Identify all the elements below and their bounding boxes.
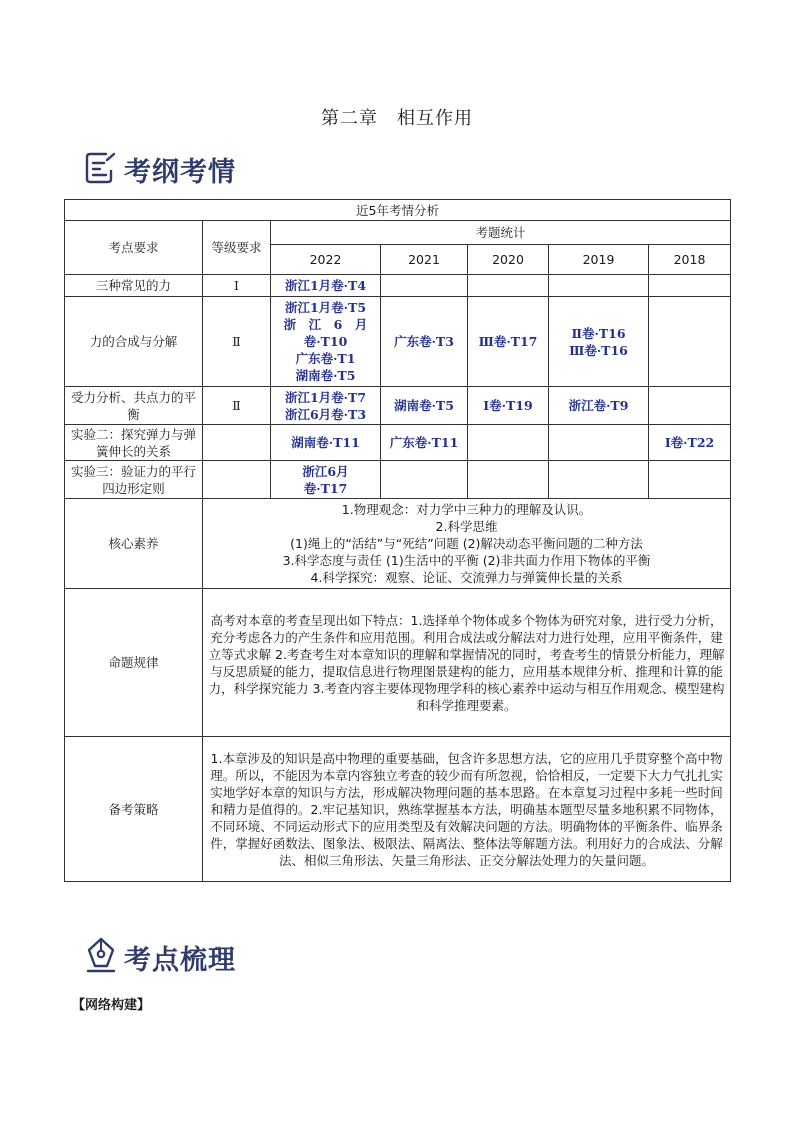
exam-ref-cell (381, 425, 468, 461)
exam-analysis-table (64, 199, 731, 882)
header-year: 2019 (549, 245, 649, 275)
exam-ref-cell (649, 297, 731, 387)
strategy-label: 备考策略 (65, 737, 203, 882)
exam-ref-cell (649, 275, 731, 297)
exam-ref-cell (468, 461, 549, 499)
exam-ref-cell (649, 387, 731, 425)
exam-ref-cell (381, 461, 468, 499)
core-line: 4.科学探究：观察、论证、交流弹力与弹簧伸长量的关系 (310, 570, 623, 585)
table-row (65, 297, 731, 387)
rule-content: 高考对本章的考查呈现出如下特点：1.选择单个物体或多个物体为研究对象，进行受力分析，充分考虑各力的产生条件和应用范围。利用合成法或分解法对力进行处理，应用平衡条件，建立等式求解 2.考查考生对本章知识的理解和掌握情况的同时，考查考生的情景分析能力，理解与反思质疑的能力，提取信息进行物理图景建构的能力，应用基本规律分析、推理和计算的能力，科学探究能力 3.考查内容主要体现物理学科的核心素养中运动与相互作用观念、模型建构和科学推理要素。 (203, 589, 731, 737)
header-requirement: 考点要求 (65, 221, 203, 275)
exam-ref: 浙江6月 (302, 463, 349, 479)
exam-ref-cell (649, 461, 731, 499)
exam-ref-cell (468, 387, 549, 425)
exam-ref-cell (468, 425, 549, 461)
exam-ref: Ⅱ卷·T16 (571, 325, 626, 341)
section-heading-syllabus (84, 150, 236, 189)
level-cell: Ⅱ (203, 387, 271, 425)
exam-ref: 浙江1月卷·T5 (284, 300, 367, 315)
exam-ref-cell (271, 387, 381, 425)
exam-ref: Ⅲ卷·T17 (478, 334, 538, 349)
exam-ref-cell (549, 461, 649, 499)
topic-cell: 实验三：验证力的平行四边形定则 (65, 461, 203, 499)
header-year: 2021 (381, 245, 468, 275)
strategy-content: 1.本章涉及的知识是高中物理的重要基础，包含许多思想方法，它的应用几乎贯穿整个高中物理。所以，不能因为本章内容独立考查的较少而有所忽视，恰恰相反，一定要下大力气扎扎实实地学好本章的知识与方法，形成解决物理问题的基本思路。在本章复习过程中多耗一些时间和精力是值得的。2.牢记基知识，熟练掌握基本方法，明确基本题型尽量多地积累不同物体，不同环境、不同运动形式下的应用类型及有效解决问题的方法。明确物体的平衡条件、临界条件，掌握好函数法、图象法、极限法、隔离法、整体法等解题方法。利用好力的合成法、分解法、相似三角形法、矢量三角形法、正交分解法处理力的矢量问题。 (203, 737, 731, 882)
exam-ref: Ⅰ卷·T22 (664, 435, 715, 450)
level-cell: Ⅱ (203, 297, 271, 387)
exam-ref: Ⅰ卷·T19 (483, 398, 533, 413)
level-cell: Ⅰ (203, 275, 271, 297)
exam-ref-cell (271, 425, 381, 461)
chapter-title: 第二章 相互作用 (321, 108, 473, 129)
section-heading-points (84, 936, 236, 978)
pen-nib-icon (84, 936, 118, 978)
rule-label: 命题规律 (65, 589, 203, 737)
exam-ref: 广东卷·T1 (295, 351, 356, 366)
core-label: 核心素养 (65, 499, 203, 589)
table-caption: 近5年考情分析 (65, 200, 731, 221)
exam-ref: 浙江1月卷·T7 (284, 389, 367, 405)
core-line: (1)绳上的“活结”与“死结”问题 (2)解决动态平衡问题的二种方法 (290, 536, 643, 551)
header-stats: 考题统计 (271, 221, 731, 245)
header-year: 2020 (468, 245, 549, 275)
exam-ref-cell (381, 297, 468, 387)
exam-ref-cell (549, 425, 649, 461)
table-row (65, 387, 731, 425)
exam-ref: 浙江6月卷·T3 (284, 406, 367, 422)
exam-ref-cell (271, 275, 381, 297)
exam-ref-cell (271, 297, 381, 387)
table-row (65, 461, 731, 499)
topic-cell: 实验二：探究弹力与弹簧伸长的关系 (65, 425, 203, 461)
table-row (65, 425, 731, 461)
header-level: 等级要求 (203, 221, 271, 275)
core-content (203, 499, 731, 589)
network-label: 【网络构建】 (72, 998, 151, 1013)
level-cell (203, 425, 271, 461)
table-row (65, 275, 731, 297)
core-line: 2.科学思维 (435, 519, 498, 534)
exam-ref: 湖南卷·T11 (291, 435, 360, 450)
level-cell (203, 461, 271, 499)
exam-ref: 卷·T10 (303, 334, 348, 349)
exam-ref: 湖南卷·T5 (295, 368, 356, 383)
section-heading-label: 考点梳理 (124, 944, 236, 976)
exam-ref-cell (549, 275, 649, 297)
exam-ref-cell (468, 275, 549, 297)
exam-ref: 浙 江 6 月 (283, 317, 368, 332)
exam-ref: 广东卷·T11 (389, 435, 459, 450)
exam-ref-cell (549, 387, 649, 425)
header-year: 2022 (271, 245, 381, 275)
topic-cell: 三种常见的力 (65, 275, 203, 297)
section-heading-label: 考纲考情 (124, 157, 236, 188)
core-line: 1.物理观念：对力学中三种力的理解及认识。 (341, 502, 592, 517)
exam-ref: 湖南卷·T5 (394, 398, 454, 413)
exam-ref: 浙江卷·T9 (568, 398, 629, 413)
core-line: 3.科学态度与责任 (1)生活中的平衡 (2)非共面力作用下物体的平衡 (282, 553, 651, 568)
topic-cell: 力的合成与分解 (65, 297, 203, 387)
exam-ref-cell (381, 275, 468, 297)
exam-ref: 卷·T17 (303, 480, 348, 496)
exam-ref-cell (468, 297, 549, 387)
exam-ref-cell (381, 387, 468, 425)
exam-ref: 广东卷·T3 (394, 334, 454, 349)
header-year: 2018 (649, 245, 731, 275)
exam-ref-cell (649, 425, 731, 461)
topic-cell: 受力分析、共点力的平衡 (65, 387, 203, 425)
outline-doc-icon (84, 151, 118, 189)
exam-ref: Ⅲ卷·T16 (569, 342, 628, 358)
exam-ref-cell (271, 461, 381, 499)
exam-ref-cell (549, 297, 649, 387)
exam-ref: 浙江1月卷·T4 (284, 278, 367, 293)
